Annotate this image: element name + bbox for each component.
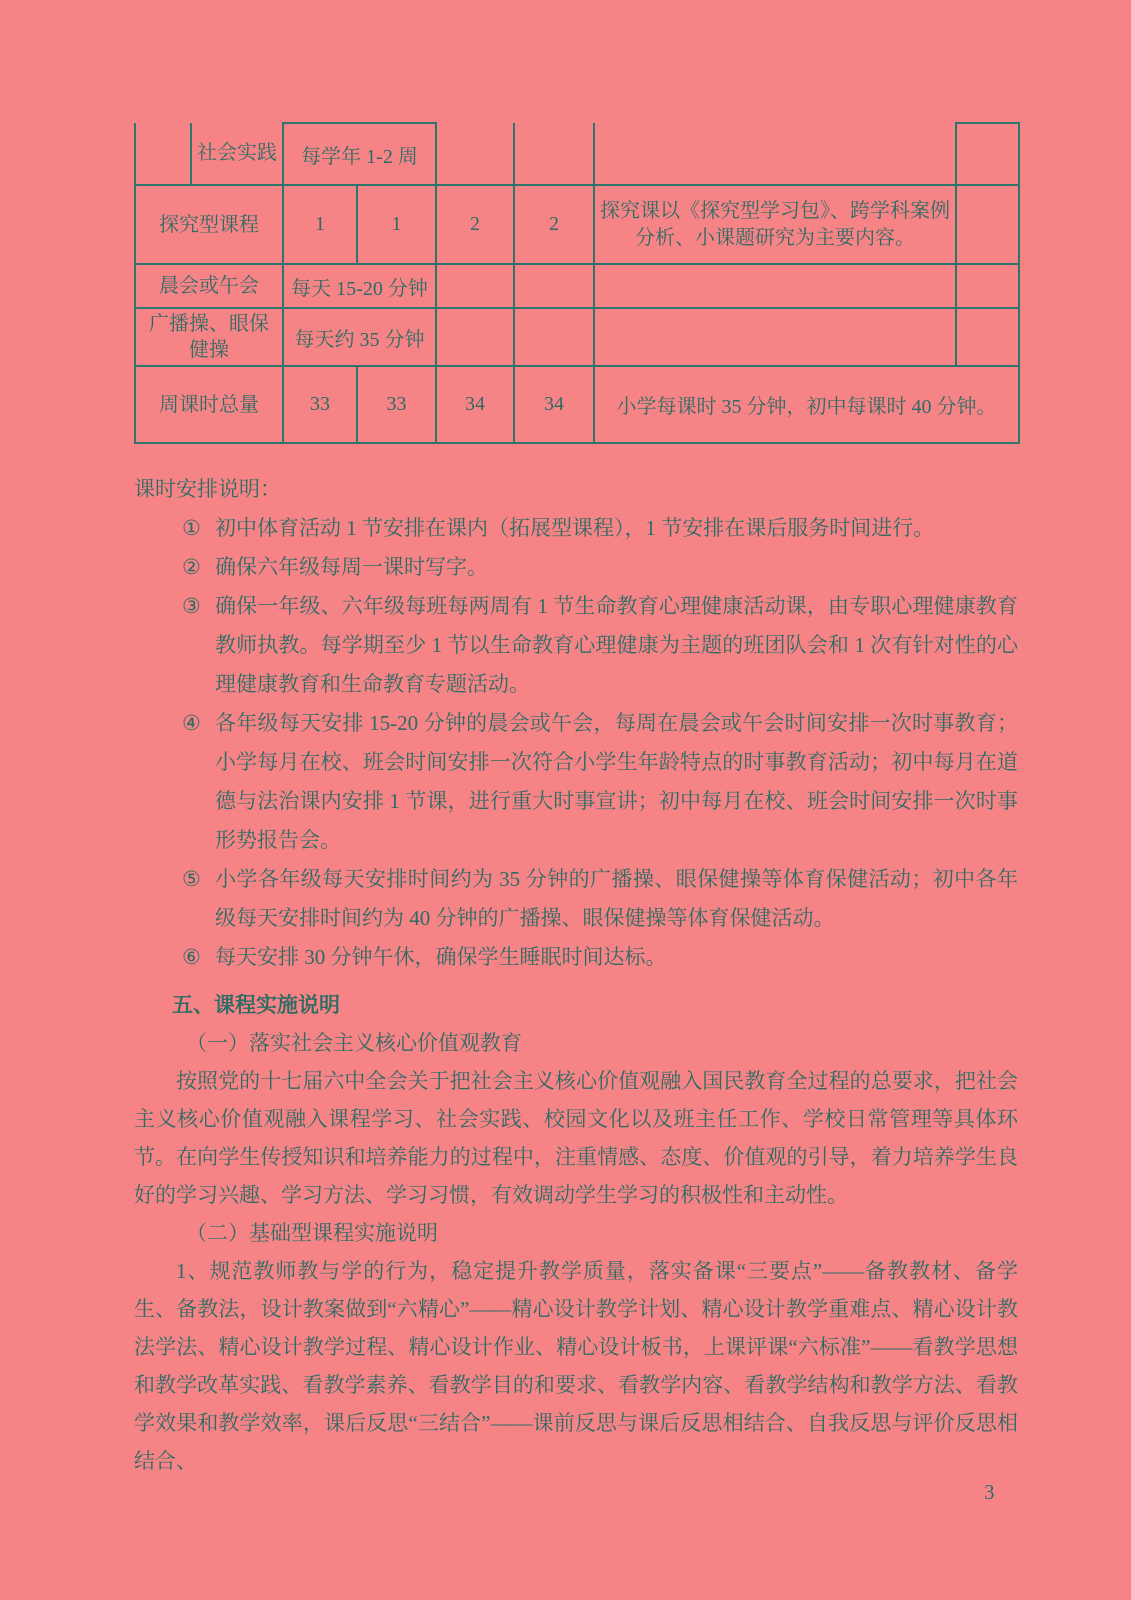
note-item-4 xyxy=(134,704,1018,860)
note-text: 确保六年级每周一课时写字。 xyxy=(215,555,488,579)
implementation-section xyxy=(134,986,1018,1480)
empty-last-cell xyxy=(956,185,1019,264)
empty-remark-cell xyxy=(594,264,956,308)
total-grade3-hours: 34 xyxy=(436,366,514,443)
row-label-weekly-total: 周课时总量 xyxy=(135,366,283,443)
note-item-6 xyxy=(134,938,1018,977)
note-text: 初中体育活动 1 节安排在课内（拓展型课程），1 节安排在课后服务时间进行。 xyxy=(215,516,935,540)
empty-last-cell xyxy=(956,264,1019,308)
schedule-notes-section xyxy=(134,470,1018,977)
subsection-1-heading: （一）落实社会主义核心价值观教育 xyxy=(186,1031,522,1055)
note-item-2 xyxy=(134,548,1018,587)
notes-title: 课时安排说明： xyxy=(134,477,281,501)
note-text: 小学各年级每天安排时间约为 35 分钟的广播操、眼保健操等体育保健活动；初中各年级每天安排时间约为 40 分钟的广播操、眼保健操等体育保健活动。 xyxy=(215,867,1018,930)
empty-last-cell xyxy=(956,308,1019,366)
empty-cell xyxy=(436,123,514,185)
inquiry-grade4-hours: 2 xyxy=(514,185,594,264)
note-number: ④ xyxy=(182,711,201,735)
note-number: ⑤ xyxy=(182,867,201,891)
social-practice-value: 每学年 1-2 周 xyxy=(283,123,436,185)
total-grade4-hours: 34 xyxy=(514,366,594,443)
page-number: 3 xyxy=(984,1480,995,1504)
schedule-table xyxy=(134,122,1020,444)
inquiry-grade1-hours: 1 xyxy=(283,185,357,264)
inquiry-grade2-hours: 1 xyxy=(357,185,436,264)
note-text: 确保一年级、六年级每班每两周有 1 节生命教育心理健康活动课，由专职心理健康教育教师执教。每学期至少 1 节以生命教育心理健康为主题的班团队会和 1 次有针对性的心理健康教育和生命教育专题活动。 xyxy=(215,594,1018,696)
row-label-morning-meeting: 晨会或午会 xyxy=(135,264,283,308)
row-label-exercises: 广播操、眼保健操 xyxy=(135,308,283,366)
basic-course-paragraph: 1、规范教师教与学的行为，稳定提升教学质量，落实备课“三要点”——备教教材、备学生、备教法，设计教案做到“六精心”——精心设计教学计划、精心设计教学重难点、精心设计教法学法、精心设计教学过程、精心设计作业、精心设计板书，上课评课“六标准”——看教学思想和教学改革实践、看教学素养、看教学目的和要求、看教学内容、看教学结构和教学方法、看教学效果和教学效率，课后反思“三结合”——课前反思与课后反思相结合、自我反思与评价反思相结合、 xyxy=(134,1259,1018,1473)
total-grade1-hours: 33 xyxy=(283,366,357,443)
core-values-paragraph: 按照党的十七届六中全会关于把社会主义核心价值观融入国民教育全过程的总要求，把社会主义核心价值观融入课程学习、社会实践、校园文化以及班主任工作、学校日常管理等具体环节。在向学生传授知识和培养能力的过程中，注重情感、态度、价值观的引导，着力培养学生良好的学习兴趣、学习方法、学习习惯，有效调动学生学习的积极性和主动性。 xyxy=(134,1069,1018,1207)
empty-cell xyxy=(436,308,514,366)
section-heading: 五、课程实施说明 xyxy=(172,993,340,1017)
note-item-1 xyxy=(134,509,1018,548)
note-item-3 xyxy=(134,587,1018,704)
empty-remark-cell xyxy=(594,123,956,185)
table-row-exercises xyxy=(135,308,1019,366)
note-number: ① xyxy=(182,516,201,540)
table-row-inquiry-course xyxy=(135,185,1019,264)
morning-meeting-value: 每天 15-20 分钟 xyxy=(283,264,436,308)
row-label-social-practice: 社会实践 xyxy=(191,123,283,185)
table-row-weekly-total xyxy=(135,366,1019,443)
inquiry-remark: 探究课以《探究型学习包》、跨学科案例分析、小课题研究为主要内容。 xyxy=(594,185,956,264)
total-grade2-hours: 33 xyxy=(357,366,436,443)
row-label-inquiry: 探究型课程 xyxy=(135,185,283,264)
note-text: 各年级每天安排 15-20 分钟的晨会或午会，每周在晨会或午会时间安排一次时事教育；小学每月在校、班会时间安排一次符合小学生年龄特点的时事教育活动；初中每月在道德与法治课内安排 1 节课，进行重大时事宣讲；初中每月在校、班会时间安排一次时事形势报告会。 xyxy=(215,711,1018,852)
empty-cell xyxy=(514,264,594,308)
inquiry-grade3-hours: 2 xyxy=(436,185,514,264)
empty-last-cell xyxy=(956,123,1019,185)
note-number: ③ xyxy=(182,594,201,618)
note-text: 每天安排 30 分钟午休，确保学生睡眠时间达标。 xyxy=(215,945,667,969)
note-number: ② xyxy=(182,555,201,579)
exercises-value: 每天约 35 分钟 xyxy=(283,308,436,366)
empty-remark-cell xyxy=(594,308,956,366)
table-row-social-practice xyxy=(135,123,1019,185)
weekly-total-remark: 小学每课时 35 分钟，初中每课时 40 分钟。 xyxy=(594,366,1019,443)
subsection-2-heading: （二）基础型课程实施说明 xyxy=(186,1221,438,1245)
table-row-morning-meeting xyxy=(135,264,1019,308)
empty-cell xyxy=(436,264,514,308)
note-item-5 xyxy=(134,860,1018,938)
note-number: ⑥ xyxy=(182,945,201,969)
empty-cell xyxy=(514,308,594,366)
empty-cell xyxy=(514,123,594,185)
category-cell-cutoff xyxy=(135,123,191,185)
